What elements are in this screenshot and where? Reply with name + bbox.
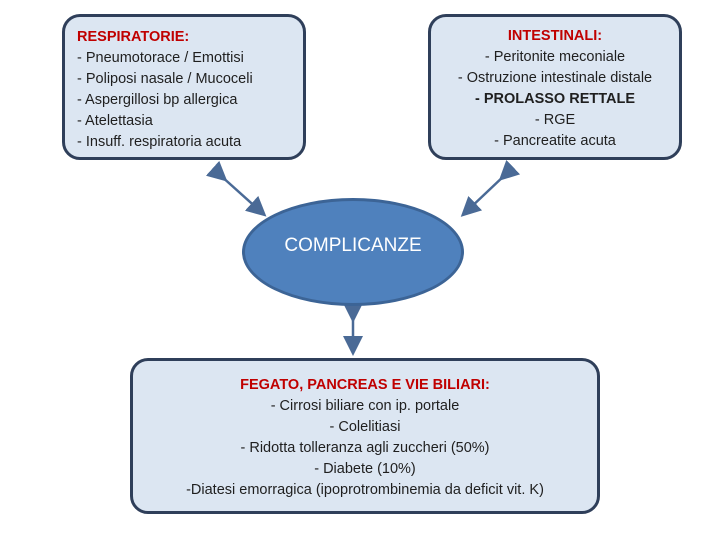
intestinali-item-highlight: - PROLASSO RETTALE — [474, 91, 636, 107]
fegato-title: FEGATO, PANCREAS E VIE BILIARI: — [240, 377, 490, 393]
intestinali-item: - Peritonite meconiale — [484, 49, 626, 65]
arrow-respiratorie — [220, 175, 259, 210]
intestinali-box — [428, 14, 682, 160]
fegato-item: - Colelitiasi — [329, 419, 401, 435]
respiratorie-item: - Poliposi nasale / Mucoceli — [77, 71, 253, 87]
respiratorie-item: - Pneumotorace / Emottisi — [77, 50, 244, 66]
fegato-item: - Ridotta tolleranza agli zuccheri (50%) — [240, 440, 490, 456]
fegato-item: - Diabete (10%) — [314, 461, 416, 477]
intestinali-item: - Pancreatite acuta — [494, 133, 616, 149]
respiratorie-box — [62, 14, 306, 160]
intestinali-title: INTESTINALI: — [507, 28, 603, 44]
complicanze-label: COMPLICANZE — [284, 235, 422, 256]
complicanze-ellipse — [242, 198, 464, 306]
respiratorie-item: - Aspergillosi bp allergica — [77, 92, 238, 108]
fegato-box — [130, 358, 600, 514]
respiratorie-title: RESPIRATORIE: — [77, 29, 190, 45]
intestinali-item: - RGE — [534, 112, 576, 128]
intestinali-item: - Ostruzione intestinale distale — [457, 70, 653, 86]
fegato-item: - Cirrosi biliare con ip. portale — [270, 398, 460, 414]
respiratorie-item: - Atelettasia — [77, 113, 153, 129]
respiratorie-item: - Insuff. respiratoria acuta — [77, 134, 242, 150]
fegato-item: -Diatesi emorragica (ipoprotrombinemia da deficit vit. K) — [186, 482, 544, 498]
arrow-intestinali — [468, 174, 506, 210]
